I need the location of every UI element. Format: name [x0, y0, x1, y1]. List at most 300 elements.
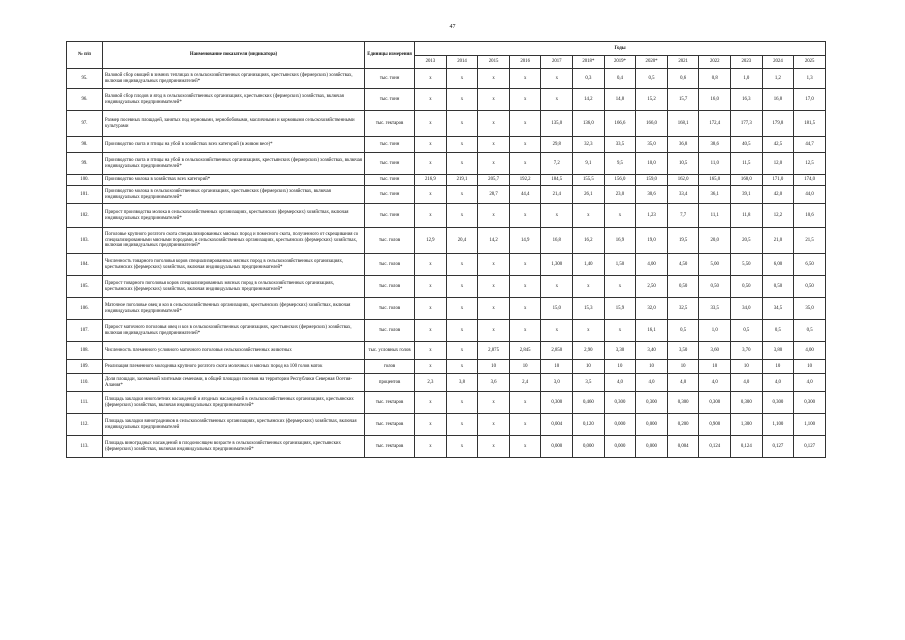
value-cell: 15,3: [573, 298, 605, 320]
row-number: 103.: [67, 228, 103, 254]
value-cell: 0,000: [541, 436, 573, 458]
value-cell: 2,3: [415, 374, 447, 392]
value-cell: 0,300: [667, 392, 699, 414]
value-cell: 23,0: [604, 186, 636, 204]
value-cell: x: [415, 69, 447, 89]
value-cell: x: [415, 186, 447, 204]
value-cell: 0,124: [731, 436, 763, 458]
value-cell: 12,2: [762, 204, 794, 228]
value-cell: 0,5: [731, 320, 763, 342]
value-cell: 39,1: [731, 186, 763, 204]
value-cell: 34,0: [731, 298, 763, 320]
value-cell: 0,127: [762, 436, 794, 458]
year-header: 2019*: [604, 56, 636, 69]
value-cell: x: [509, 89, 541, 111]
value-cell: 2,50: [636, 276, 668, 298]
indicator-name: Численность племенного условного маточного поголовья сельскохозяйственных животных: [103, 342, 365, 360]
value-cell: 0,004: [541, 414, 573, 436]
value-cell: 9,5: [604, 153, 636, 175]
value-cell: 14,8: [604, 89, 636, 111]
value-cell: 135,0: [541, 111, 573, 137]
table-row: [67, 228, 826, 254]
value-cell: x: [446, 137, 478, 153]
value-cell: x: [509, 137, 541, 153]
row-number: 113.: [67, 436, 103, 458]
value-cell: 10,5: [667, 153, 699, 175]
value-cell: 16,8: [762, 89, 794, 111]
value-cell: 32,0: [636, 298, 668, 320]
value-cell: 155,5: [573, 175, 605, 186]
value-cell: 14,2: [573, 89, 605, 111]
page-number: 47: [449, 24, 456, 30]
value-cell: 2,845: [509, 342, 541, 360]
table-row: [67, 69, 826, 89]
value-cell: x: [509, 254, 541, 276]
value-cell: x: [509, 320, 541, 342]
value-cell: 33,4: [667, 186, 699, 204]
value-cell: 5,50: [731, 254, 763, 276]
table-row: [67, 342, 826, 360]
value-cell: 6,50: [794, 254, 826, 276]
value-cell: x: [509, 276, 541, 298]
indicator-name: Площадь виноградных насаждений в плодоносящем возрасте в сельскохозяйственных организациях, крестьянских (фермерских) хозяйствах, включая индивидуальных предпринимателей*: [103, 436, 365, 458]
value-cell: 29,8: [541, 137, 573, 153]
value-cell: 0,000: [573, 436, 605, 458]
value-cell: 34,5: [762, 298, 794, 320]
value-cell: x: [509, 153, 541, 175]
value-cell: 0,300: [699, 392, 731, 414]
value-cell: x: [509, 204, 541, 228]
value-cell: 40,5: [731, 137, 763, 153]
value-cell: 38,6: [699, 137, 731, 153]
value-cell: 36,1: [699, 186, 731, 204]
value-cell: 0,300: [636, 392, 668, 414]
row-number: 100.: [67, 175, 103, 186]
year-header: 2014: [446, 56, 478, 69]
indicator-name: Производство молока в хозяйствах всех категорий*: [103, 175, 365, 186]
value-cell: 10,0: [636, 153, 668, 175]
value-cell: x: [509, 69, 541, 89]
value-cell: x: [446, 298, 478, 320]
value-cell: 0,300: [604, 392, 636, 414]
value-cell: x: [415, 137, 447, 153]
value-cell: 30,6: [636, 186, 668, 204]
value-cell: 10: [478, 360, 510, 374]
table-row: [67, 436, 826, 458]
value-cell: 216,9: [415, 175, 447, 186]
value-cell: 1,0: [731, 69, 763, 89]
year-header: 2020*: [636, 56, 668, 69]
value-cell: 21,5: [794, 228, 826, 254]
value-cell: 4,0: [667, 374, 699, 392]
table-row: [67, 186, 826, 204]
value-cell: 3,50: [667, 342, 699, 360]
unit-cell: тыс. тонн: [365, 186, 415, 204]
value-cell: x: [446, 360, 478, 374]
indicator-name: Производство скота и птицы на убой в сельскохозяйственных организациях, крестьянских (фермерских) хозяйствах, включая индивидуальных предпринимателей*: [103, 153, 365, 175]
value-cell: 168,1: [667, 111, 699, 137]
unit-cell: голов: [365, 360, 415, 374]
table-row: [67, 254, 826, 276]
value-cell: x: [415, 342, 447, 360]
row-number: 95.: [67, 69, 103, 89]
value-cell: x: [573, 204, 605, 228]
value-cell: 15,9: [604, 298, 636, 320]
value-cell: 10: [731, 360, 763, 374]
value-cell: 3,8: [446, 374, 478, 392]
value-cell: 7,2: [541, 153, 573, 175]
year-header: 2021: [667, 56, 699, 69]
value-cell: 0,5: [762, 320, 794, 342]
value-cell: x: [446, 342, 478, 360]
value-cell: 1,100: [762, 414, 794, 436]
year-header: 2013: [415, 56, 447, 69]
unit-cell: тыс. тонн: [365, 175, 415, 186]
value-cell: 10: [699, 360, 731, 374]
value-cell: 171,0: [762, 175, 794, 186]
value-cell: 15,7: [667, 89, 699, 111]
value-cell: 184,5: [541, 175, 573, 186]
value-cell: 0,300: [794, 392, 826, 414]
value-cell: x: [415, 414, 447, 436]
indicator-name: Площадь закладки виноградников в сельскохозяйственных организациях, крестьянских (фермерских) хозяйствах, включая индивидуальных предпринимателей: [103, 414, 365, 436]
value-cell: 0,000: [636, 414, 668, 436]
row-number: 101.: [67, 186, 103, 204]
value-cell: 3,30: [604, 342, 636, 360]
value-cell: 16,0: [699, 89, 731, 111]
value-cell: 0,124: [699, 436, 731, 458]
value-cell: 17,0: [794, 89, 826, 111]
table-row: [67, 175, 826, 186]
value-cell: x: [446, 89, 478, 111]
indicator-name: Доля площади, засеваемой элитными семенами, в общей площади посевов на территории Республики Северная Осетия-Алания*: [103, 374, 365, 392]
value-cell: 0,127: [794, 436, 826, 458]
table-row: [67, 374, 826, 392]
table-row: [67, 111, 826, 137]
value-cell: 1,0: [699, 320, 731, 342]
row-number: 96.: [67, 89, 103, 111]
year-header: 2022: [699, 56, 731, 69]
indicator-name: Размер посевных площадей, занятых под зерновыми, зернобобовыми, масличными и кормовыми сельскохозяйственными культурами: [103, 111, 365, 137]
value-cell: 0,000: [604, 436, 636, 458]
value-cell: 33,5: [699, 298, 731, 320]
value-cell: x: [478, 276, 510, 298]
row-number: 102.: [67, 204, 103, 228]
value-cell: 4,0: [699, 374, 731, 392]
value-cell: 19,0: [636, 228, 668, 254]
row-number: 110.: [67, 374, 103, 392]
value-cell: x: [541, 276, 573, 298]
value-cell: 3,60: [699, 342, 731, 360]
value-cell: 0,50: [731, 276, 763, 298]
row-number: 108.: [67, 342, 103, 360]
value-cell: 0,120: [573, 414, 605, 436]
indicator-name: Производство скота и птицы на убой в хозяйствах всех категорий (в живом весе)*: [103, 137, 365, 153]
value-cell: 19,5: [667, 228, 699, 254]
value-cell: 4,0: [762, 374, 794, 392]
unit-cell: процентов: [365, 374, 415, 392]
value-cell: 0,50: [794, 276, 826, 298]
value-cell: x: [509, 392, 541, 414]
value-cell: 3,40: [636, 342, 668, 360]
col-header-num: № п/п: [67, 42, 103, 69]
year-header: 2016: [509, 56, 541, 69]
value-cell: x: [446, 320, 478, 342]
table-row: [67, 276, 826, 298]
value-cell: x: [509, 414, 541, 436]
value-cell: 0,000: [636, 436, 668, 458]
table-row: [67, 89, 826, 111]
unit-cell: тыс. тонн: [365, 153, 415, 175]
value-cell: 1,3: [794, 69, 826, 89]
unit-cell: тыс. голов: [365, 320, 415, 342]
indicator-name: Маточное поголовье овец и коз в сельскохозяйственных организациях, крестьянских (фермерских) хозяйствах, включая индивидуальных предпринимателей*: [103, 298, 365, 320]
value-cell: 2,90: [573, 342, 605, 360]
value-cell: 3,0: [541, 374, 573, 392]
value-cell: x: [446, 414, 478, 436]
value-cell: 10: [636, 360, 668, 374]
value-cell: x: [541, 69, 573, 89]
value-cell: 44,4: [509, 186, 541, 204]
value-cell: x: [573, 276, 605, 298]
value-cell: x: [446, 186, 478, 204]
value-cell: x: [446, 392, 478, 414]
indicator-name: Площадь закладки многолетних насаждений и ягодных насаждений в сельскохозяйственных организациях, крестьянских (фермерских) хозяйствах, включая индивидуальных предпринимателей*: [103, 392, 365, 414]
value-cell: x: [541, 89, 573, 111]
value-cell: 0,50: [762, 276, 794, 298]
value-cell: 21,4: [541, 186, 573, 204]
unit-cell: тыс. тонн: [365, 137, 415, 153]
col-header-name: Наименование показателя (индикатора): [103, 42, 365, 69]
value-cell: x: [604, 320, 636, 342]
value-cell: x: [509, 298, 541, 320]
value-cell: x: [478, 69, 510, 89]
value-cell: 192,2: [509, 175, 541, 186]
value-cell: 10,6: [794, 204, 826, 228]
row-number: 109.: [67, 360, 103, 374]
value-cell: x: [415, 153, 447, 175]
value-cell: 28,7: [478, 186, 510, 204]
col-header-unit: Единицы измерения: [365, 42, 415, 69]
row-number: 98.: [67, 137, 103, 153]
col-header-years: Годы: [415, 42, 826, 56]
value-cell: x: [478, 320, 510, 342]
value-cell: x: [415, 436, 447, 458]
value-cell: 0,5: [667, 320, 699, 342]
value-cell: 1,100: [794, 414, 826, 436]
value-cell: 181,5: [794, 111, 826, 137]
indicator-name: Поголовье крупного рогатого скота специализированных мясных пород и помесного скота, полученного от скрещивания со специализированными мясными породами, в сельскохозяйственных организациях, крестьянских (фермерских) хозяйствах, включая индивидуальных предпринимателей*: [103, 228, 365, 254]
value-cell: 168,0: [731, 175, 763, 186]
value-cell: x: [415, 89, 447, 111]
value-cell: 10: [541, 360, 573, 374]
unit-cell: тыс. гектаров: [365, 392, 415, 414]
value-cell: 11,5: [731, 153, 763, 175]
value-cell: x: [446, 276, 478, 298]
year-header: 2024: [762, 56, 794, 69]
unit-cell: тыс. условных голов: [365, 342, 415, 360]
row-number: 111.: [67, 392, 103, 414]
unit-cell: тыс. голов: [365, 276, 415, 298]
value-cell: 44,7: [794, 137, 826, 153]
value-cell: x: [415, 111, 447, 137]
unit-cell: тыс. гектаров: [365, 111, 415, 137]
unit-cell: тыс. тонн: [365, 89, 415, 111]
value-cell: 3,5: [573, 374, 605, 392]
table-row: [67, 204, 826, 228]
value-cell: 4,00: [636, 254, 668, 276]
value-cell: 0,5: [794, 320, 826, 342]
value-cell: 0,300: [762, 392, 794, 414]
value-cell: 172,4: [699, 111, 731, 137]
value-cell: 5,00: [699, 254, 731, 276]
value-cell: 4,0: [794, 374, 826, 392]
value-cell: 3,70: [731, 342, 763, 360]
value-cell: 136,0: [573, 111, 605, 137]
value-cell: x: [604, 204, 636, 228]
value-cell: x: [541, 320, 573, 342]
value-cell: 16,2: [573, 228, 605, 254]
value-cell: 36,8: [667, 137, 699, 153]
value-cell: 42,5: [762, 137, 794, 153]
value-cell: 1,23: [636, 204, 668, 228]
value-cell: x: [415, 254, 447, 276]
value-cell: 10: [573, 360, 605, 374]
value-cell: 7,7: [667, 204, 699, 228]
indicator-name: Прирост товарного поголовья коров специализированных мясных пород в сельскохозяйственных организациях, крестьянских (фермерских) хозяйствах, включая индивидуальных предпринимателей*: [103, 276, 365, 298]
value-cell: x: [509, 436, 541, 458]
table-row: [67, 320, 826, 342]
unit-cell: тыс. тонн: [365, 204, 415, 228]
table-row: [67, 392, 826, 414]
value-cell: 219,1: [446, 175, 478, 186]
value-cell: 20,0: [699, 228, 731, 254]
year-header: 2025: [794, 56, 826, 69]
value-cell: 166,6: [604, 111, 636, 137]
value-cell: 35,0: [794, 298, 826, 320]
indicator-name: Производство молока в сельскохозяйственных организациях, крестьянских (фермерских) хозяйствах, включая индивидуальных предпринимателей*: [103, 186, 365, 204]
table-row: [67, 298, 826, 320]
value-cell: 165,0: [699, 175, 731, 186]
value-cell: x: [478, 153, 510, 175]
value-cell: x: [478, 137, 510, 153]
value-cell: 3,80: [762, 342, 794, 360]
value-cell: x: [415, 276, 447, 298]
value-cell: 12,9: [415, 228, 447, 254]
value-cell: x: [541, 204, 573, 228]
value-cell: x: [446, 254, 478, 276]
year-header: 2018*: [573, 56, 605, 69]
value-cell: 205,7: [478, 175, 510, 186]
value-cell: 42,0: [762, 186, 794, 204]
value-cell: x: [415, 392, 447, 414]
value-cell: x: [446, 204, 478, 228]
value-cell: x: [478, 414, 510, 436]
value-cell: 9,1: [573, 153, 605, 175]
value-cell: x: [478, 111, 510, 137]
value-cell: 14,2: [478, 228, 510, 254]
value-cell: x: [573, 320, 605, 342]
value-cell: 0,6: [667, 69, 699, 89]
value-cell: x: [415, 320, 447, 342]
value-cell: 179,8: [762, 111, 794, 137]
value-cell: 3,6: [478, 374, 510, 392]
value-cell: x: [478, 392, 510, 414]
value-cell: 4,00: [794, 342, 826, 360]
value-cell: 33,5: [604, 137, 636, 153]
value-cell: 16,8: [541, 228, 573, 254]
value-cell: 4,50: [667, 254, 699, 276]
value-cell: 16,1: [636, 320, 668, 342]
indicator-name: Валовой сбор овощей в зимних теплицах в сельскохозяйственных организациях, крестьянских (фермерских) хозяйствах, включая индивидуальных предпринимателей*: [103, 69, 365, 89]
table-row: [67, 153, 826, 175]
indicator-name: Валовой сбор плодов и ягод в сельскохозяйственных организациях, крестьянских (фермерских) хозяйствах, включая индивидуальных предпринимателей*: [103, 89, 365, 111]
value-cell: x: [415, 360, 447, 374]
value-cell: 0,460: [573, 392, 605, 414]
value-cell: x: [604, 276, 636, 298]
unit-cell: тыс. гектаров: [365, 414, 415, 436]
value-cell: 11,0: [699, 153, 731, 175]
value-cell: 10: [604, 360, 636, 374]
row-number: 107.: [67, 320, 103, 342]
value-cell: x: [415, 204, 447, 228]
row-number: 99.: [67, 153, 103, 175]
value-cell: 1,300: [731, 414, 763, 436]
value-cell: 10: [794, 360, 826, 374]
value-cell: x: [478, 254, 510, 276]
row-number: 112.: [67, 414, 103, 436]
value-cell: 177,3: [731, 111, 763, 137]
value-cell: x: [478, 436, 510, 458]
value-cell: 10: [762, 360, 794, 374]
value-cell: x: [446, 153, 478, 175]
value-cell: x: [446, 111, 478, 137]
value-cell: 0,004: [667, 436, 699, 458]
value-cell: 0,5: [636, 69, 668, 89]
value-cell: 6,00: [762, 254, 794, 276]
value-cell: 32,3: [573, 137, 605, 153]
value-cell: 15,0: [541, 298, 573, 320]
value-cell: 16,3: [731, 89, 763, 111]
value-cell: 20,5: [731, 228, 763, 254]
value-cell: 0,300: [541, 392, 573, 414]
value-cell: 156,0: [604, 175, 636, 186]
value-cell: x: [509, 111, 541, 137]
value-cell: 0,50: [667, 276, 699, 298]
value-cell: 166,0: [636, 111, 668, 137]
value-cell: 12,5: [794, 153, 826, 175]
year-header: 2017: [541, 56, 573, 69]
value-cell: 0,900: [699, 414, 731, 436]
year-header: 2023: [731, 56, 763, 69]
value-cell: 21,0: [762, 228, 794, 254]
value-cell: 2,850: [541, 342, 573, 360]
value-cell: 10: [509, 360, 541, 374]
indicator-name: Численность товарного поголовья коров специализированных мясных пород в сельскохозяйственных организациях, крестьянских (фермерских) хозяйствах, включая индивидуальных предпринимателей*: [103, 254, 365, 276]
value-cell: 11,8: [731, 204, 763, 228]
value-cell: 174,0: [794, 175, 826, 186]
row-number: 97.: [67, 111, 103, 137]
value-cell: 4,0: [604, 374, 636, 392]
value-cell: 35,0: [636, 137, 668, 153]
value-cell: 4,0: [731, 374, 763, 392]
value-cell: 14,9: [509, 228, 541, 254]
table-row: [67, 137, 826, 153]
table-row: [67, 360, 826, 374]
year-header: 2015: [478, 56, 510, 69]
value-cell: 4,0: [636, 374, 668, 392]
value-cell: 162,0: [667, 175, 699, 186]
